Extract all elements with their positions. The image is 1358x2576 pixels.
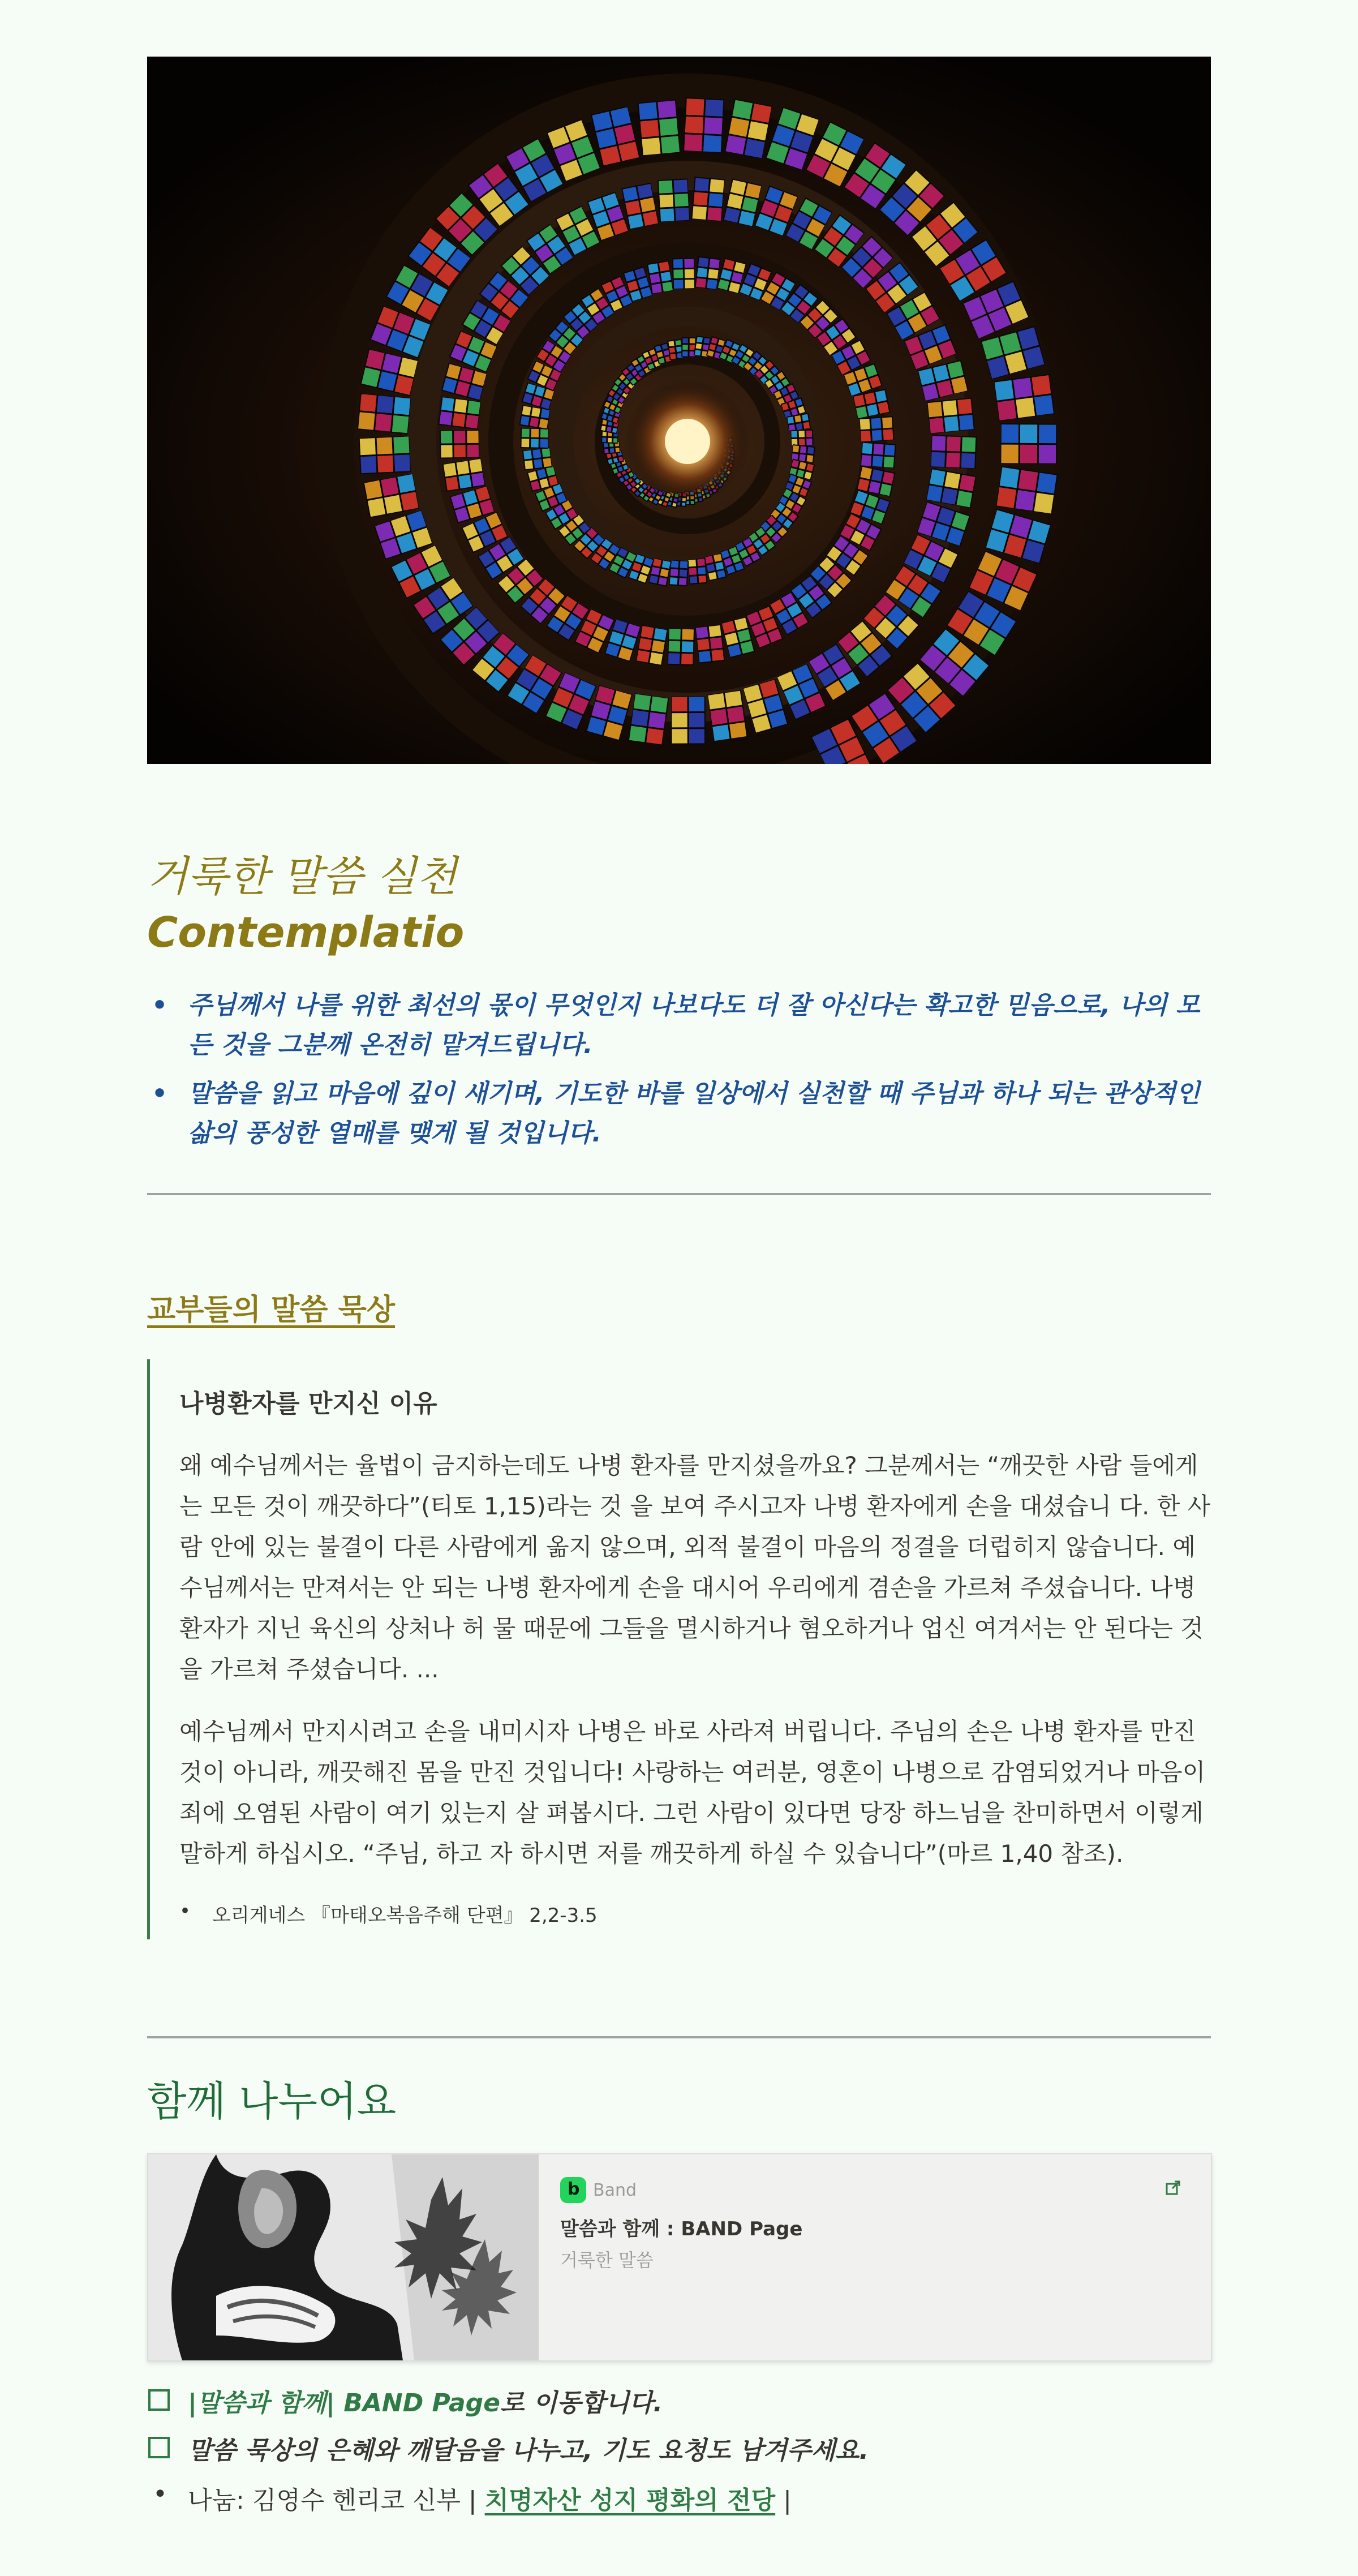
- card-site-name: Band: [593, 2180, 637, 2200]
- monk-statue-thumbnail: [148, 2154, 539, 2360]
- credit-suffix: |: [775, 2486, 792, 2515]
- card-title: 말씀과 함께 : BAND Page: [560, 2218, 803, 2240]
- contemplatio-bullet: • 주님께서 나를 위한 최선의 몫이 무엇인지 나보다도 더 잘 아신다는 확고한 믿음으로, 나의 모든 것을 그분께 온전히 맡겨드립니다.: [147, 986, 1211, 1065]
- quote-paragraph-1: 왜 예수님께서는 율법이 금지하는데도 나병 환자를 만지셨을까요? 그분께서는 “깨끗한 사람 들에게는 모든 것이 깨끗하다”(티토 1,15)라는 것 을 보여 주시고자 나병 환자에게 손을 대셨습니 다. 한 사람 안에 있는 불결이 다른 사람에게 옮지 않으며, 외적 불결이 마음의 정결을 더럽히지 않습니다. 예수님께서는 만져서는 안 되는 나병 환자에게 손을 대시어 우리에게 겸손을 가르쳐 주셨습니다. 나병 환자가 지닌 육신의 상처나 허 물 때문에 그들을 멸시하거나 혐오하거나 업신 여겨서는 안 된다는 것을 가르쳐 주셨습니다. ...: [179, 1452, 1211, 1683]
- checkbox[interactable]: [148, 2437, 170, 2458]
- stained-glass-spiral-illustration: [147, 57, 1211, 764]
- checkbox[interactable]: [148, 2389, 170, 2411]
- band-bookmark-card[interactable]: [147, 2153, 1212, 2362]
- credit-line: [147, 2480, 792, 2516]
- external-link-icon[interactable]: [1164, 2179, 1181, 2196]
- section-title-korean: 거룩한 말씀 실천: [147, 852, 457, 901]
- band-logo-icon: b: [560, 2177, 586, 2203]
- credit-prefix: 나눔: 김영수 헨리코 신부 |: [188, 2486, 485, 2515]
- shrine-link[interactable]: 치명자산 성지 평화의 전당: [484, 2486, 776, 2515]
- fathers-heading-link[interactable]: 교부들의 말씀 묵상: [147, 1293, 396, 1327]
- card-subtitle: 거룩한 말씀: [560, 2249, 654, 2271]
- todo-text: 말씀 묵상의 은혜와 깨달음을 나누고, 기도 요청도 남겨주세요.: [188, 2436, 869, 2465]
- share-heading: 함께 나누어요: [147, 2077, 397, 2125]
- contemplatio-bullet: • 말씀을 읽고 마음에 깊이 새기며, 기도한 바를 일상에서 실천할 때 주님과 하나 되는 관상적인 삶의 풍성한 열매를 맺게 될 것입니다.: [147, 1074, 1211, 1153]
- section-title-latin: Contemplatio: [147, 908, 465, 957]
- quote-block: [147, 1359, 1214, 1939]
- quote-paragraph-2: 예수님께서 만지시려고 손을 내미시자 나병은 바로 사라져 버립니다. 주님의 손은 나병 환자를 만진 것이 아니라, 깨끗해진 몸을 만진 것입니다! 사랑하는 여러분, 영혼이 나병으로 감염되었거나 마음이 죄에 오염된 사람이 여기 있는지 살 펴봅시다. 그런 사람이 있다면 당장 하느님을 찬미하면서 이렇게 말하게 하십시오. “주님, 하고 자 하시면 저를 깨끗하게 하실 수 있습니다”(마르 1,40 참조).: [179, 1718, 1206, 1867]
- quote-title: 나병환자를 만지신 이유: [179, 1389, 437, 1418]
- divider: [147, 1193, 1211, 1195]
- quote-source: • 오리게네스 『마태오복음주해 단편』 2,2-3.5: [179, 1900, 598, 1927]
- hero-stained-glass-image: [147, 57, 1211, 764]
- band-page-link[interactable]: |말씀과 함께| BAND Page: [188, 2389, 501, 2418]
- divider: [147, 2036, 1211, 2038]
- todo-text: 로 이동합니다.: [500, 2389, 663, 2418]
- contemplatio-bullet-list: [147, 986, 1211, 1162]
